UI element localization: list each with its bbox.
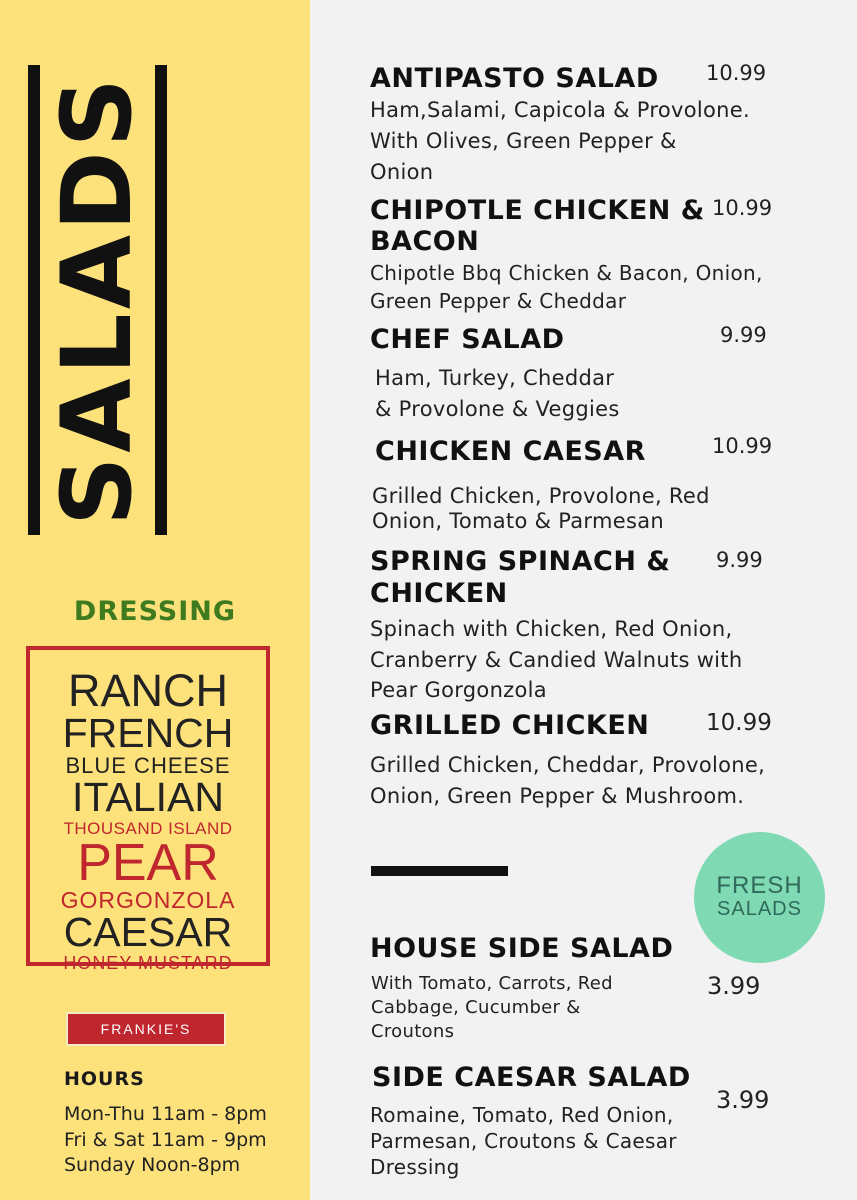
- item-title: BACON: [370, 226, 480, 257]
- item-desc: Onion: [370, 160, 434, 184]
- item-desc: Spinach with Chicken, Red Onion,: [370, 617, 733, 641]
- item-title: CHIPOTLE CHICKEN &: [370, 195, 705, 226]
- item-desc: Cranberry & Candied Walnuts with: [370, 648, 743, 672]
- hours-line: Mon-Thu 11am - 8pm: [64, 1103, 267, 1125]
- item-desc: Grilled Chicken, Provolone, Red: [372, 484, 710, 508]
- dressing-item: HONEY MUSTARD: [63, 953, 233, 973]
- badge-line1: FRESH: [716, 872, 803, 899]
- item-desc: Ham, Turkey, Cheddar: [375, 366, 615, 390]
- dressing-item: CAESAR: [63, 909, 233, 955]
- item-price: 9.99: [720, 323, 767, 347]
- side-price: 3.99: [716, 1086, 770, 1114]
- hours-title: HOURS: [64, 1068, 145, 1090]
- item-desc: & Provolone & Veggies: [375, 397, 620, 421]
- title-rule-right: [155, 65, 167, 535]
- dressing-item: GORGONZOLA: [60, 887, 236, 913]
- dressing-item: FRENCH: [62, 710, 234, 756]
- item-price: 10.99: [712, 196, 773, 220]
- dressing-heading: DRESSING: [73, 596, 237, 627]
- brand-tag: FRANKIE'S: [66, 1012, 226, 1046]
- item-title: CHEF SALAD: [370, 324, 565, 355]
- dressing-list: [30, 665, 266, 973]
- item-price: 10.99: [712, 434, 773, 458]
- side-price: 3.99: [707, 972, 761, 1000]
- dressing-item: BLUE CHEESE: [65, 753, 231, 778]
- hours-line: Sunday Noon-8pm: [64, 1154, 241, 1176]
- item-title: SPRING SPINACH &: [370, 546, 671, 577]
- item-desc: With Olives, Green Pepper &: [370, 129, 677, 153]
- side-title: SIDE CAESAR SALAD: [372, 1062, 691, 1093]
- badge-line2: SALADS: [717, 898, 802, 920]
- side-desc: Croutons: [371, 1021, 455, 1042]
- side-desc: Romaine, Tomato, Red Onion,: [370, 1103, 674, 1127]
- fresh-salads-badge: [694, 832, 825, 963]
- item-price: 10.99: [706, 61, 767, 85]
- item-title: ANTIPASTO SALAD: [370, 63, 659, 94]
- dressing-item: RANCH: [67, 665, 228, 716]
- item-desc: Grilled Chicken, Cheddar, Provolone,: [370, 753, 766, 777]
- side-desc: Parmesan, Croutons & Caesar: [370, 1129, 677, 1153]
- left-panel: [0, 0, 310, 1200]
- item-desc: Chipotle Bbq Chicken & Bacon, Onion,: [370, 261, 763, 285]
- page-title: SALADS: [41, 74, 153, 526]
- hours-line: Fri & Sat 11am - 9pm: [64, 1129, 267, 1151]
- section-divider: [371, 866, 508, 876]
- item-price: 9.99: [716, 548, 763, 572]
- dressing-item: THOUSAND ISLAND: [63, 819, 233, 838]
- item-desc: Onion, Green Pepper & Mushroom.: [370, 784, 745, 808]
- item-title: CHICKEN CAESAR: [375, 436, 646, 467]
- title-rule-left: [28, 65, 40, 535]
- side-desc: With Tomato, Carrots, Red: [371, 973, 613, 994]
- item-price: 10.99: [706, 710, 772, 736]
- item-desc: Ham,Salami, Capicola & Provolone.: [370, 98, 750, 122]
- dressing-item: ITALIAN: [72, 774, 224, 820]
- item-desc: Onion, Tomato & Parmesan: [372, 509, 664, 533]
- side-desc: Dressing: [370, 1155, 460, 1179]
- dressing-item: PEAR: [77, 834, 219, 892]
- item-title: CHICKEN: [370, 578, 508, 609]
- dressing-box: [26, 646, 270, 973]
- side-desc: Cabbage, Cucumber &: [371, 997, 581, 1018]
- item-title: GRILLED CHICKEN: [370, 710, 650, 741]
- item-desc: Pear Gorgonzola: [370, 678, 547, 702]
- item-desc: Green Pepper & Cheddar: [370, 289, 627, 313]
- side-title: HOUSE SIDE SALAD: [370, 933, 674, 964]
